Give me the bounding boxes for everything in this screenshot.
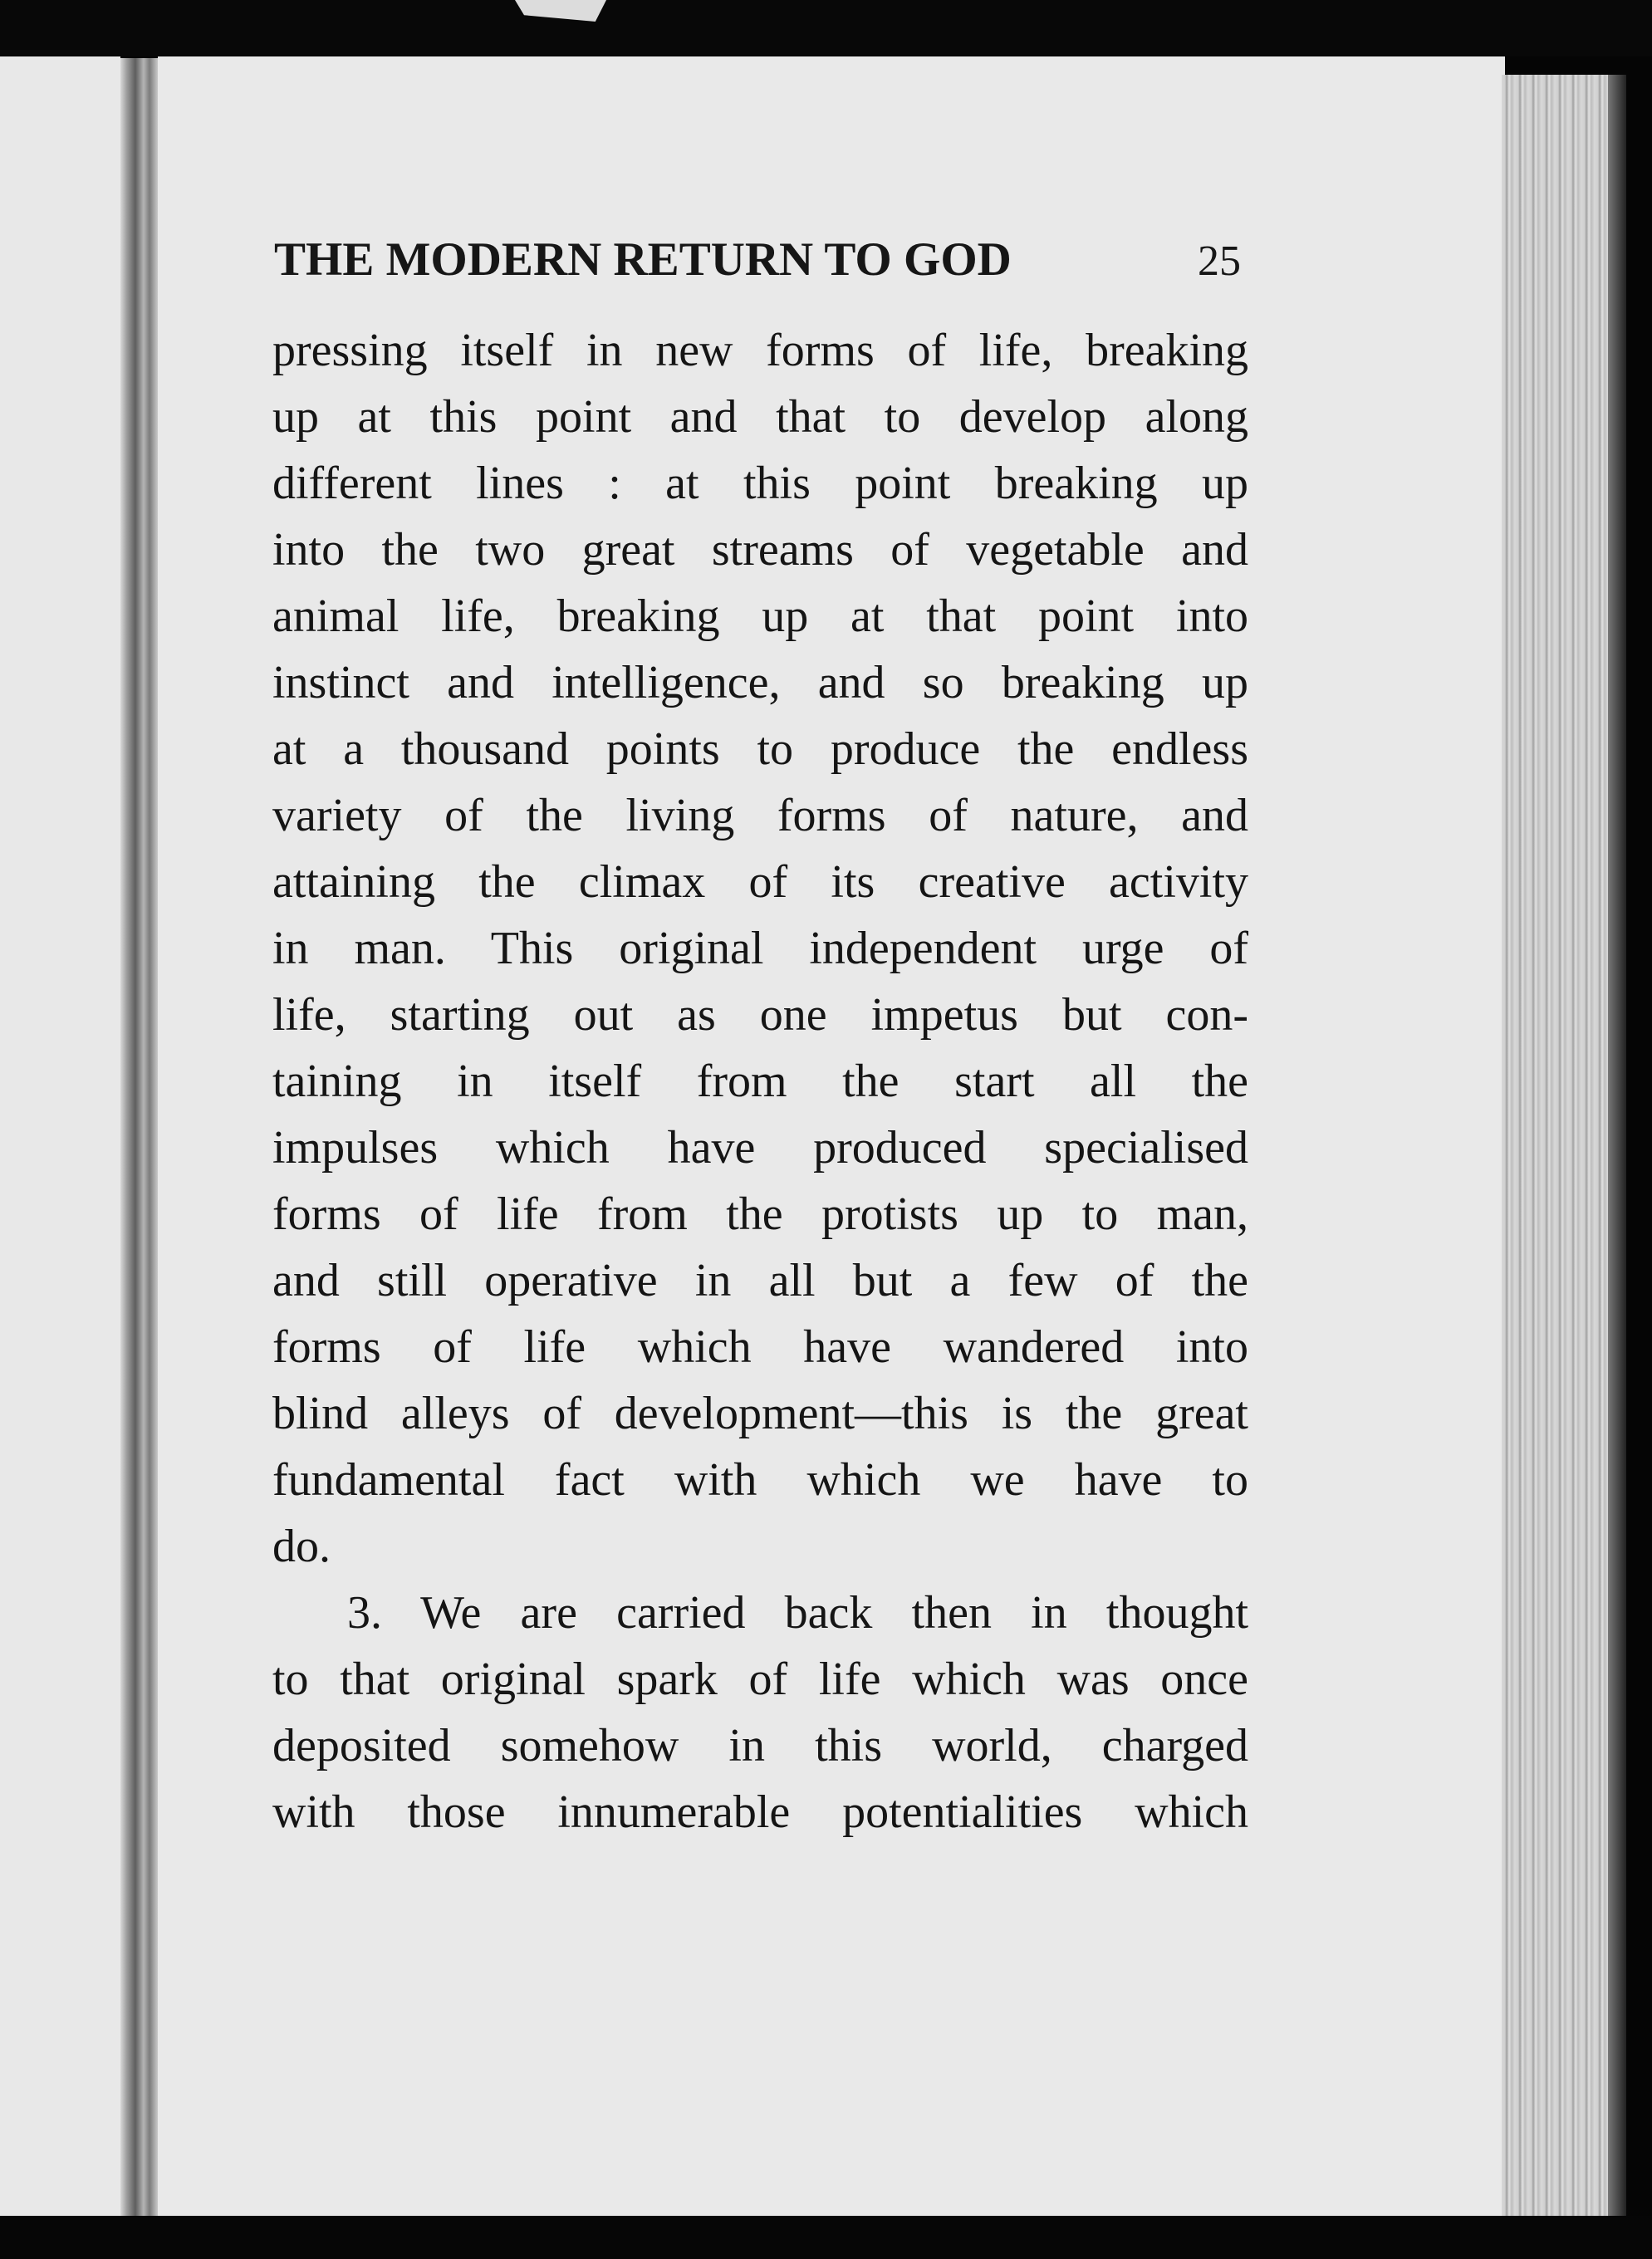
text-line: variety of the living forms of nature, and xyxy=(272,790,1248,841)
running-head: THE MODERN RETURN TO GOD xyxy=(274,233,1012,286)
page-number: 25 xyxy=(1198,238,1241,285)
text-line: forms of life which have wandered into xyxy=(272,1321,1248,1373)
text-line: life, starting out as one impetus but con- xyxy=(272,989,1248,1041)
text-line: and still operative in all but a few of the xyxy=(272,1255,1248,1306)
scan-top-border xyxy=(0,0,1652,56)
page-block-shadow xyxy=(1608,75,1626,2217)
body-text xyxy=(272,317,1248,1845)
text-line: blind alleys of development—this is the great xyxy=(272,1388,1248,1439)
scan-bottom-border xyxy=(0,2216,1652,2259)
text-line: impulses which have produced specialised xyxy=(272,1122,1248,1174)
text-line: instinct and intelligence, and so breaking up xyxy=(272,657,1248,708)
text-line: forms of life from the protists up to man, xyxy=(272,1188,1248,1240)
text-line: deposited somehow in this world, charged xyxy=(272,1720,1248,1771)
text-line: up at this point and that to develop along xyxy=(272,391,1248,443)
text-line: do. xyxy=(272,1521,331,1572)
text-line: 3. We are carried back then in thought xyxy=(347,1587,1248,1639)
text-line: animal life, breaking up at that point into xyxy=(272,590,1248,642)
text-line: taining in itself from the start all the xyxy=(272,1056,1248,1107)
page-block-edge xyxy=(1502,75,1608,2217)
book-gutter xyxy=(120,58,158,2217)
text-line: different lines : at this point breaking up xyxy=(272,458,1248,509)
text-line: at a thousand points to produce the endless xyxy=(272,723,1248,775)
text-line: with those innumerable potentialities which xyxy=(272,1786,1248,1838)
text-line: attaining the climax of its creative activity xyxy=(272,856,1248,908)
text-line: into the two great streams of vegetable and xyxy=(272,524,1248,576)
text-line: pressing itself in new forms of life, breaking xyxy=(272,325,1248,376)
text-line: to that original spark of life which was once xyxy=(272,1654,1248,1705)
text-line: in man. This original independent urge of xyxy=(272,923,1248,974)
facing-page-edge xyxy=(0,56,120,2216)
text-line: fundamental fact with which we have to xyxy=(272,1454,1248,1506)
